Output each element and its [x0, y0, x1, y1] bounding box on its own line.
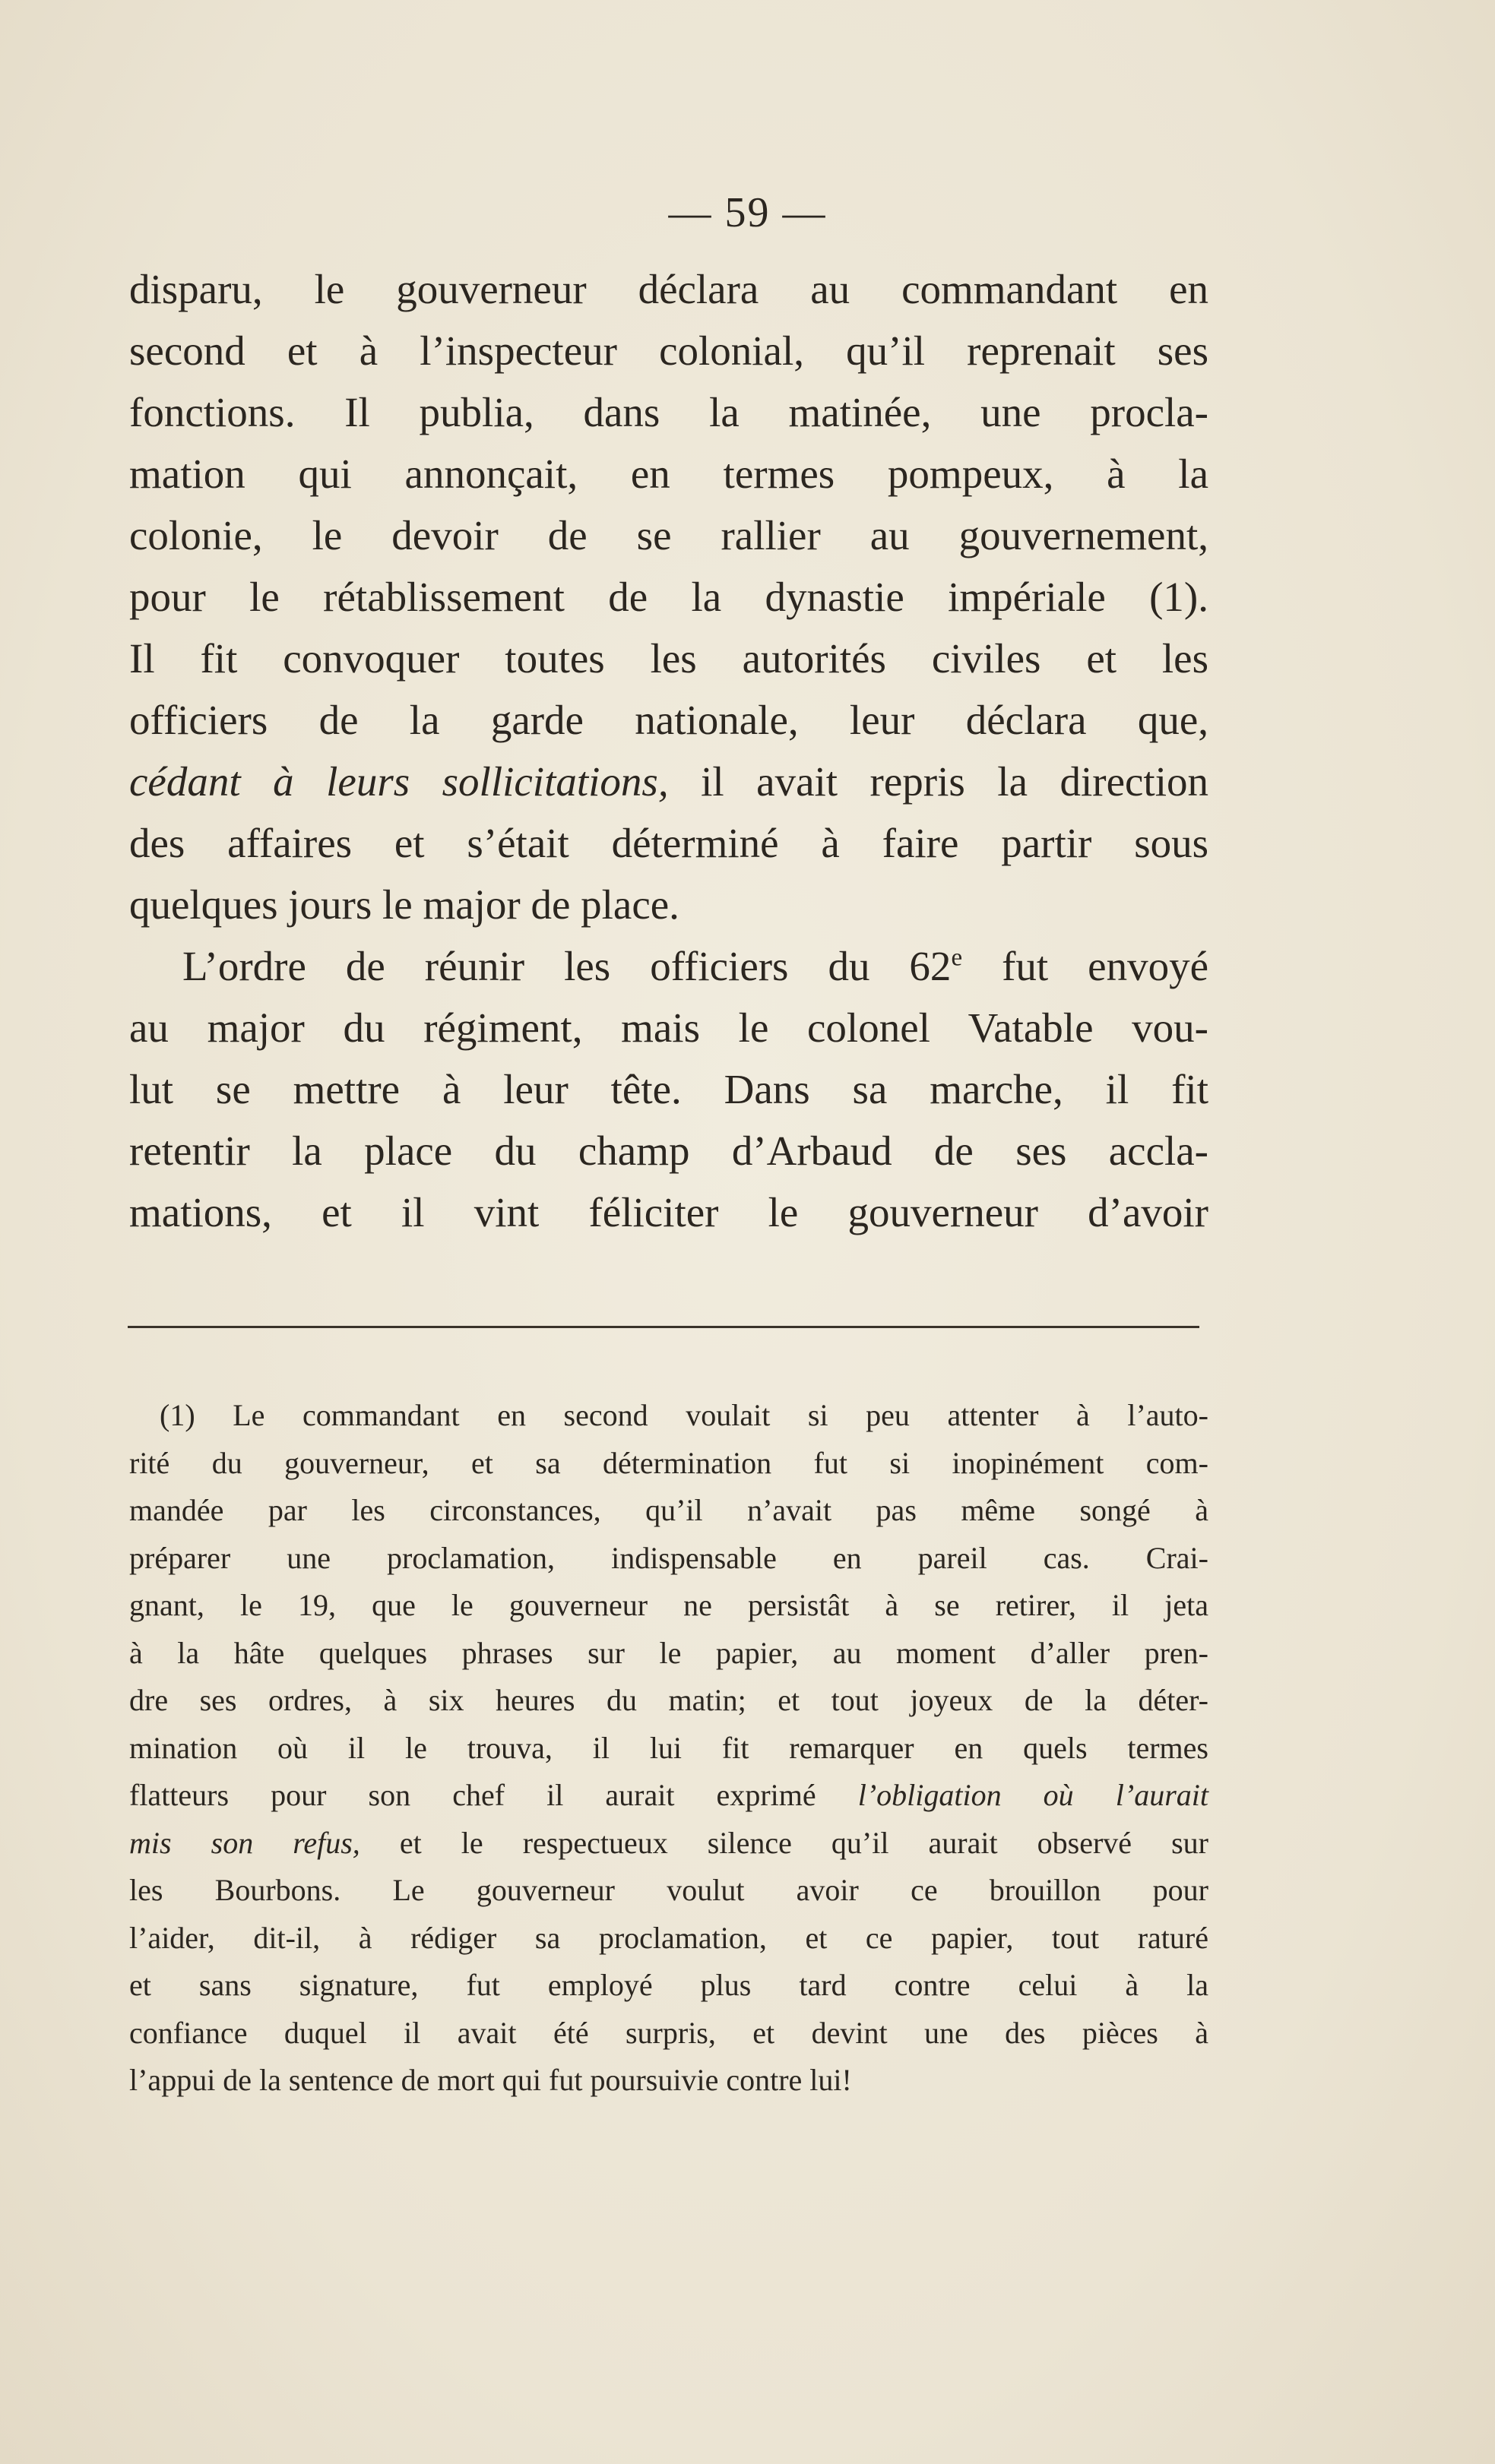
text-segment: il avait repris la direction — [668, 758, 1208, 805]
text-line: fonctions. Il publia, dans la matinée, une procla- — [129, 389, 1208, 435]
superscript: e — [951, 944, 963, 972]
text-line: colonie, le devoir de se rallier au gouvernement, — [129, 512, 1208, 558]
italic-phrase: l’obligation où l’aurait — [857, 1778, 1208, 1812]
text-line: mation qui annonçait, en termes pompeux, à la — [129, 451, 1208, 497]
page-number: — 59 — — [668, 189, 827, 236]
footnote-line: mandée par les circonstances, qu’il n’avait pas même songé à — [129, 1493, 1208, 1527]
footnote-line: et sans signature, fut employé plus tard contre celui à la — [129, 1968, 1208, 2002]
text-line: des affaires et s’était déterminé à faire partir sous — [129, 820, 1208, 866]
footnote-line: les Bourbons. Le gouverneur voulut avoir ce brouillon pour — [129, 1873, 1208, 1907]
main-text — [129, 258, 1208, 1243]
footnote-line: mination où il le trouva, il lui fit remarquer en quels termes — [129, 1730, 1208, 1765]
text-segment: flatteurs pour son chef il aurait exprimé — [129, 1778, 858, 1812]
footnote-divider — [128, 1326, 1199, 1328]
text-segment: et le respectueux silence qu’il aurait observé sur — [359, 1825, 1208, 1860]
text-segment: L’ordre de réunir les officiers du 62 — [182, 943, 952, 989]
text-line: mations, et il vint féliciter le gouverneur d’avoir — [129, 1189, 1208, 1235]
text-line: pour le rétablissement de la dynastie impériale (1). — [129, 574, 1208, 620]
text-line: au major du régiment, mais le colonel Vatable vou- — [129, 1004, 1208, 1051]
text-line: officiers de la garde nationale, leur déclara que, — [129, 697, 1208, 743]
text-line — [129, 935, 1208, 997]
text-line: Il fit convoquer toutes les autorités civiles et les — [129, 635, 1208, 682]
text-line: quelques jours le major de place. — [129, 881, 679, 928]
text-line: retentir la place du champ d’Arbaud de ses accla- — [129, 1128, 1208, 1174]
footnote-line: à la hâte quelques phrases sur le papier, au moment d’aller pren- — [129, 1635, 1208, 1670]
footnote-line: (1) Le commandant en second voulait si peu attenter à l’auto- — [160, 1398, 1208, 1432]
footnote-line — [129, 1772, 1208, 1820]
text-segment: fut envoyé — [962, 943, 1208, 989]
text-line — [129, 751, 1208, 812]
italic-phrase: cédant à leurs sollicitations, — [129, 758, 669, 805]
italic-phrase: mis son refus, — [129, 1825, 360, 1860]
text-line: second et à l’inspecteur colonial, qu’il reprenait ses — [129, 327, 1208, 374]
footnote-line: rité du gouverneur, et sa détermination fut si inopinément com- — [129, 1445, 1208, 1480]
text-line: lut se mettre à leur tête. Dans sa marche, il fit — [129, 1066, 1208, 1112]
footnote-line: préparer une proclamation, indispensable en pareil cas. Crai- — [129, 1540, 1208, 1575]
footnote-line: gnant, le 19, que le gouverneur ne persistât à se retirer, il jeta — [129, 1588, 1208, 1622]
text-line: disparu, le gouverneur déclara au commandant en — [129, 266, 1208, 312]
footnote-line: dre ses ordres, à six heures du matin; et tout joyeux de la déter- — [129, 1683, 1208, 1717]
footnote — [129, 1392, 1208, 2105]
footnote-line: confiance duquel il avait été surpris, et devint une des pièces à — [129, 2015, 1208, 2050]
footnote-line: l’appui de la sentence de mort qui fut poursuivie contre lui! — [129, 2063, 852, 2097]
footnote-line — [129, 1820, 1208, 1868]
footnote-line: l’aider, dit-il, à rédiger sa proclamation, et ce papier, tout raturé — [129, 1920, 1208, 1955]
